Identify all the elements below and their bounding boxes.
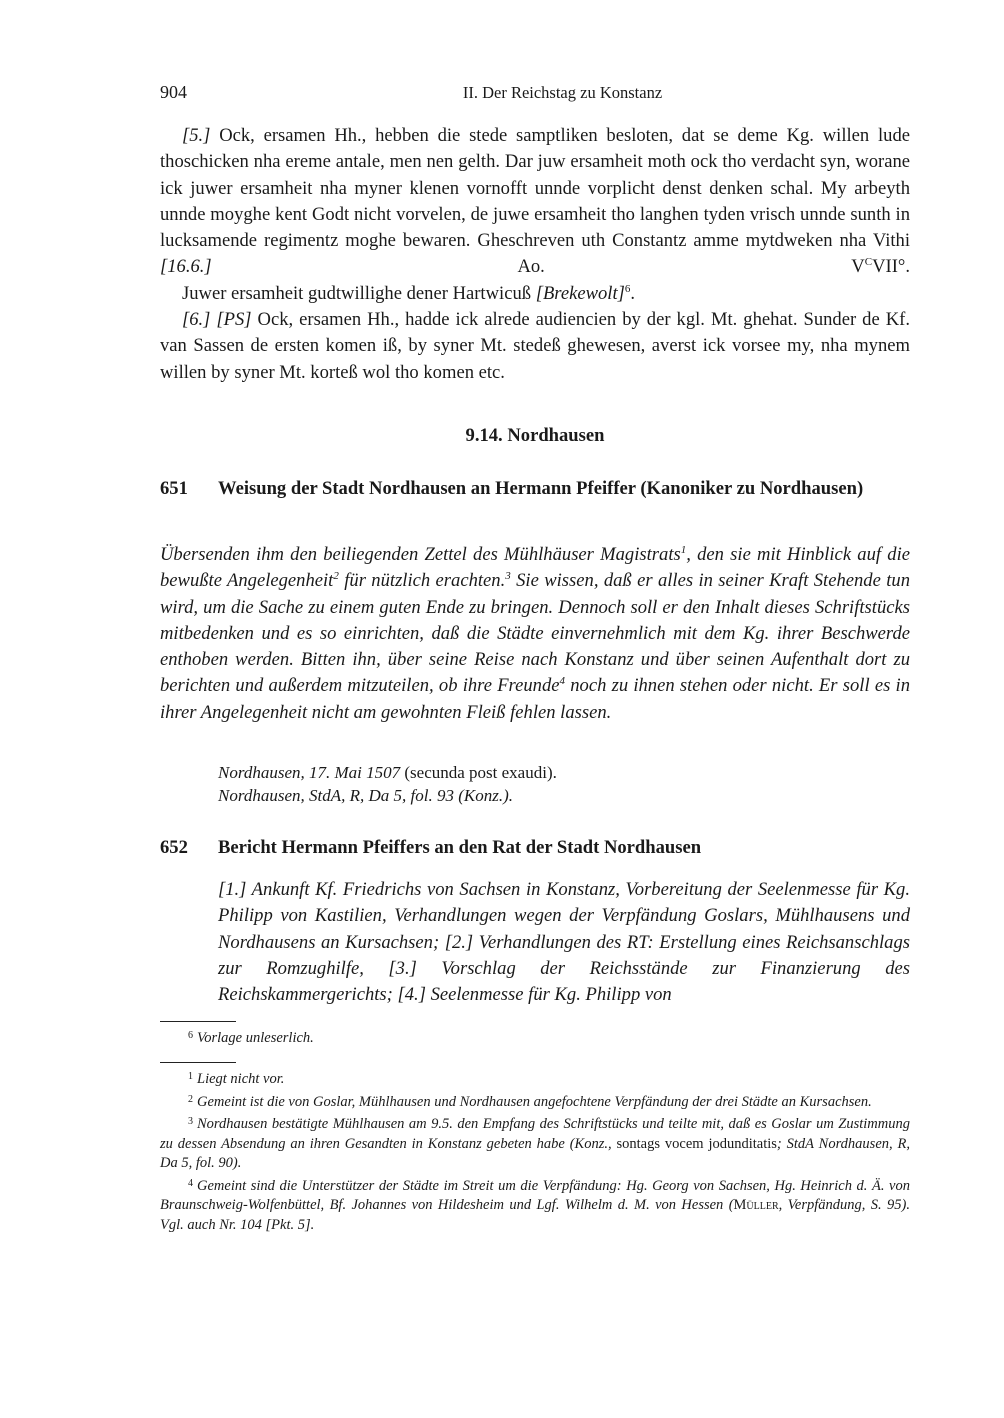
footnote-mark: 1 [188, 1071, 193, 1082]
entry-number: 651 [160, 478, 188, 499]
footnotes-previous [160, 1026, 910, 1049]
footnote-text: sontags vocem jodunditatis [611, 1135, 777, 1152]
regest-text: noch zu ihnen stehen oder nicht. Er soll es in ihrer Angelegenheit nicht am gewohnten Fleiß fehlen lassen. [160, 675, 911, 723]
paragraph-label: [6.] [PS] [182, 309, 252, 331]
paragraph-5 [160, 123, 910, 281]
footnote-ref[interactable]: 6 [624, 282, 631, 295]
footnote-text: Gemeint ist die von Goslar, Mühlhausen und Nordhausen angefochtene Verpfändung der drei Städte an Kursachsen. [197, 1093, 872, 1110]
punctuation: . [630, 282, 636, 304]
paragraph-text: Ock, ersamen Hh., hadde ick alrede audiencien by der kgl. Mt. ghehat. Sunder de Kf. van Sassen de ersten komen iß, by syner Mt. stedeß ghewesen, averst ick vorsee my, nha mynem willen by syner Mt. korteß wol tho komen etc. [160, 309, 910, 383]
footnote-ref[interactable]: 1 [680, 543, 687, 556]
footnote-text: ; StdA Nordhausen, R, Da 5, fol. 90). [160, 1135, 910, 1171]
entry-meta-651 [218, 761, 557, 807]
signature-name: [Brekewolt] [535, 282, 625, 304]
paragraph-text: VII°. [872, 256, 910, 278]
running-head-title: II. Der Reichstag zu Konstanz [462, 83, 663, 102]
date-place: Nordhausen, 17. Mai 1507 [218, 763, 401, 782]
running-head [160, 82, 910, 106]
footnote-mark: 2 [188, 1093, 193, 1105]
entry-number: 652 [160, 837, 188, 858]
entry-title: Weisung der Stadt Nordhausen an Hermann Pfeiffer (Kanoniker zu Nordhausen) [218, 478, 864, 499]
signature-line [160, 281, 910, 307]
entry-heading-652 [160, 835, 910, 861]
footnote-rule [160, 1062, 236, 1063]
footnote [160, 1090, 910, 1113]
entry-title: Bericht Hermann Pfeiffers an den Rat der Stadt Nordhausen [218, 837, 702, 858]
section-heading: 9.14. Nordhausen [465, 425, 605, 446]
footnote-text: Gemeint sind die Unterstützer der Städte im Streit um die Verpfändung: Hg. Georg von Sachsen, Hg. Heinrich d. Ä. von Braunschweig-Wolfenbüttel, Bf. Johannes von Hildesheim und Lgf. Wilhelm d. M. von Hessen ( [160, 1177, 910, 1213]
date-annotation: [16.6.] [160, 256, 212, 278]
archive-reference: Nordhausen, StdA, R, Da 5, fol. 93 (Konz.). [218, 786, 513, 805]
paragraph-6 [160, 307, 910, 386]
date-line [218, 761, 557, 784]
author-name: Müller [733, 1197, 779, 1213]
footnote [160, 1067, 910, 1090]
regest-text: Übersenden ihm den beiliegenden Zettel des Mühlhäuser Magistrats [160, 544, 681, 565]
footnote-ref[interactable]: 2 [333, 570, 339, 583]
footnote [160, 1026, 910, 1049]
footnote-text: Vorlage unleserlich. [197, 1030, 314, 1046]
footnote-mark: 6 [188, 1030, 193, 1041]
continuation-text [160, 123, 910, 386]
regest-652: [1.] Ankunft Kf. Friedrichs von Sachsen in Konstanz, Vorbereitung der Seelenmesse für Kg. Philipp von Kastilien, Verhandlungen wegen der Verpfändung Goslars, Mühlhausens und Nordhausens an Kursachsen; [2.] Verhandlungen des RT: Erstellung eines Reichsanschlags zur Romzughilfe, [3.] Vorschlag der Reichsstände zur Finanzierung des Reichskammergerichts; [4.] Seelenmesse für Kg. Philipp von [218, 879, 910, 1006]
page-number: 904 [160, 82, 187, 102]
regest-text: für nützlich erachten. [338, 570, 506, 592]
superscript: C [864, 256, 873, 269]
paragraph-text: Ock, ersamen Hh., hebben die stede samptliken besloten, dat se deme Kg. willen lude thoschicken nha ereme antale, men nen gelth. Dar juw ersamheit moth ock tho verdacht syn, worane ick juwer ersamheit nha myner klenen vornofft unnde vorplicht denst denken schal. My arbeyth unnde moyghe kent Godt nicht vorvelen, de juwe ersamheit tho langhen tyden vrisch unnde sunth in lucksamende regimentz moghe bewaren. Gheschreven uth Constantz amme mytdweken nha Vithi [160, 125, 910, 252]
footnote-text: Nordhausen bestätigte Mühlhausen am 9.5. den Empfang des Schriftstücks und teilte mit, daß es Goslar um Zustimmung zu dessen Absendung an ihren Gesandten in Konstanz gebeten habe (Konz., [160, 1116, 910, 1152]
footnotes [160, 1067, 910, 1235]
footnote [160, 1174, 910, 1236]
footnote-text: Liegt nicht vor. [197, 1071, 285, 1087]
feast-date: (secunda post exaudi). [400, 763, 557, 782]
entry-heading-651 [160, 476, 910, 502]
regest-text: , den sie mit Hinblick auf die bewußte Angelegenheit [160, 544, 910, 592]
signature-text: Juwer ersamheit gudtwillighe dener Hartwicuß [182, 282, 536, 304]
regest-text: Sie wissen, daß er alles in seiner Kraft Stehende tun wird, um die Sache zu einem guten Ende zu bringen. Dennoch soll er den Inhalt dieses Schriftstücks mitbedenken und es so einrichten, daß die Städte einvernehmlich mit dem Kg. ihrer Beschwerde enthoben werden. Bitten ihn, über seine Reise nach Konstanz und über seinen Aufenthalt dort zu berichten und außerdem mitzuteilen, ob ihre Freunde [160, 570, 910, 697]
footnote-text: , Verpfändung, S. 95). Vgl. auch Nr. 104 [Pkt. 5]. [160, 1197, 910, 1233]
paragraph-label: [5.] [182, 125, 211, 146]
footnote-rule [160, 1021, 236, 1022]
footnote-ref[interactable]: 3 [505, 570, 511, 583]
footnote [160, 1112, 910, 1174]
footnote-mark: 3 [188, 1116, 193, 1127]
paragraph-text: Ao. V [211, 256, 865, 278]
footnote-ref[interactable]: 4 [559, 675, 565, 688]
regest-651 [160, 542, 910, 726]
footnote-mark: 4 [188, 1177, 193, 1189]
